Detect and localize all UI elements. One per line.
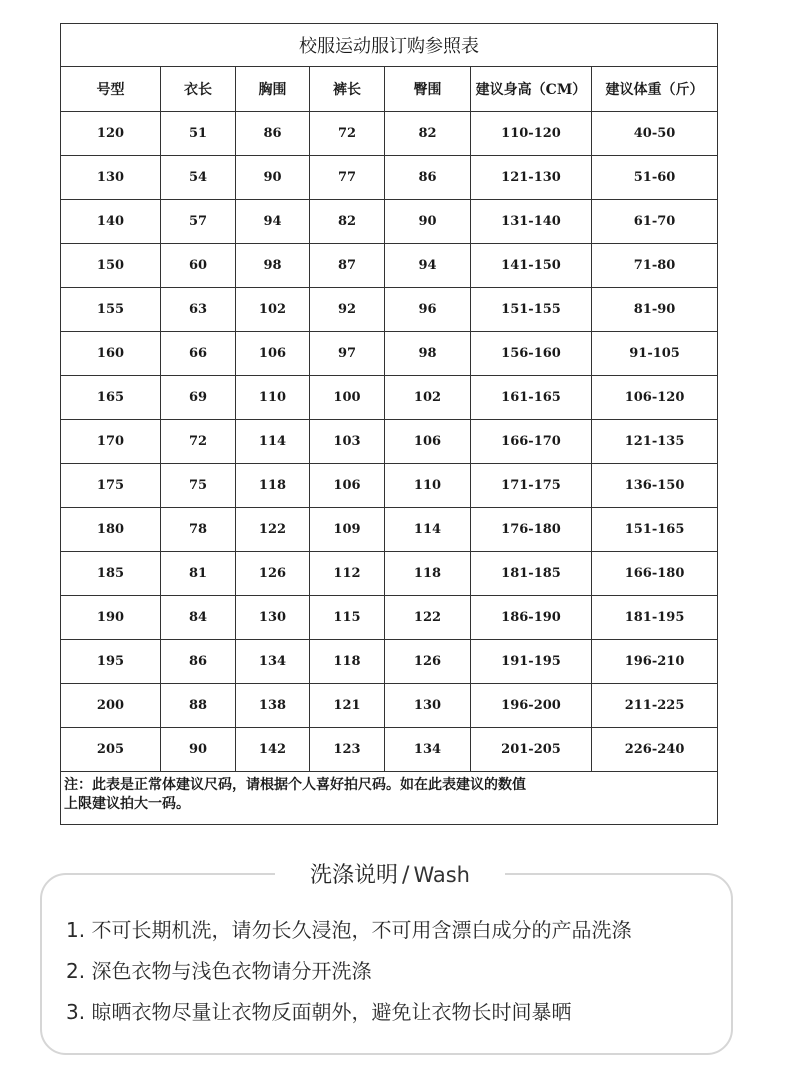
table-cell: 102 xyxy=(236,288,310,332)
table-row xyxy=(61,640,718,684)
table-cell: 123 xyxy=(310,728,385,772)
table-row xyxy=(61,244,718,288)
table-cell: 142 xyxy=(236,728,310,772)
table-cell: 98 xyxy=(385,332,471,376)
table-cell: 71-80 xyxy=(592,244,718,288)
table-cell: 90 xyxy=(161,728,236,772)
table-cell: 131-140 xyxy=(471,200,592,244)
table-cell: 151-155 xyxy=(471,288,592,332)
table-cell: 109 xyxy=(310,508,385,552)
table-cell: 130 xyxy=(61,156,161,200)
table-cell: 66 xyxy=(161,332,236,376)
table-cell: 51 xyxy=(161,112,236,156)
table-cell: 77 xyxy=(310,156,385,200)
table-cell: 122 xyxy=(236,508,310,552)
table-cell: 94 xyxy=(236,200,310,244)
table-cell: 166-170 xyxy=(471,420,592,464)
table-cell: 54 xyxy=(161,156,236,200)
table-cell: 69 xyxy=(161,376,236,420)
table-cell: 75 xyxy=(161,464,236,508)
table-row xyxy=(61,288,718,332)
table-cell: 86 xyxy=(236,112,310,156)
table-cell: 57 xyxy=(161,200,236,244)
table-cell: 91-105 xyxy=(592,332,718,376)
table-cell: 196-210 xyxy=(592,640,718,684)
table-cell: 84 xyxy=(161,596,236,640)
table-cell: 114 xyxy=(385,508,471,552)
table-row xyxy=(61,508,718,552)
table-cell: 110-120 xyxy=(471,112,592,156)
table-cell: 110 xyxy=(385,464,471,508)
table-row xyxy=(61,464,718,508)
table-cell: 118 xyxy=(236,464,310,508)
header-weight: 建议体重（斤） xyxy=(592,67,718,112)
table-cell: 78 xyxy=(161,508,236,552)
header-size: 号型 xyxy=(61,67,161,112)
table-cell: 86 xyxy=(161,640,236,684)
table-cell: 120 xyxy=(61,112,161,156)
table-cell: 134 xyxy=(385,728,471,772)
wash-title-cn: 洗涤说明 xyxy=(310,863,399,888)
table-row xyxy=(61,596,718,640)
table-cell: 180 xyxy=(61,508,161,552)
table-cell: 121-135 xyxy=(592,420,718,464)
table-cell: 118 xyxy=(385,552,471,596)
table-cell: 98 xyxy=(236,244,310,288)
header-chest: 胸围 xyxy=(236,67,310,112)
table-cell: 106 xyxy=(385,420,471,464)
table-cell: 175 xyxy=(61,464,161,508)
wash-title-en: Wash xyxy=(413,863,470,887)
size-chart-note xyxy=(61,772,718,825)
header-row xyxy=(61,67,718,112)
table-cell: 51-60 xyxy=(592,156,718,200)
table-cell: 81 xyxy=(161,552,236,596)
table-cell: 82 xyxy=(310,200,385,244)
table-row xyxy=(61,112,718,156)
table-cell: 166-180 xyxy=(592,552,718,596)
table-cell: 106 xyxy=(236,332,310,376)
note-line-2: 上限建议拍大一码。 xyxy=(64,796,190,812)
table-cell: 114 xyxy=(236,420,310,464)
table-cell: 195 xyxy=(61,640,161,684)
wash-title xyxy=(275,858,505,892)
header-height: 建议身高（CM） xyxy=(471,67,592,112)
table-cell: 103 xyxy=(310,420,385,464)
wash-instructions-list xyxy=(66,910,631,1033)
wash-title-slash: / xyxy=(402,863,410,888)
table-cell: 141-150 xyxy=(471,244,592,288)
table-cell: 138 xyxy=(236,684,310,728)
table-cell: 126 xyxy=(385,640,471,684)
table-cell: 176-180 xyxy=(471,508,592,552)
table-cell: 97 xyxy=(310,332,385,376)
table-cell: 161-165 xyxy=(471,376,592,420)
header-hip: 臀围 xyxy=(385,67,471,112)
table-cell: 63 xyxy=(161,288,236,332)
table-cell: 40-50 xyxy=(592,112,718,156)
table-cell: 81-90 xyxy=(592,288,718,332)
table-cell: 185 xyxy=(61,552,161,596)
wash-item-3: 3. 晾晒衣物尽量让衣物反面朝外，避免让衣物长时间暴晒 xyxy=(66,1000,572,1024)
table-cell: 122 xyxy=(385,596,471,640)
table-row xyxy=(61,156,718,200)
table-row xyxy=(61,376,718,420)
table-cell: 88 xyxy=(161,684,236,728)
table-row xyxy=(61,420,718,464)
wash-item-1: 1. 不可长期机洗，请勿长久浸泡，不可用含漂白成分的产品洗涤 xyxy=(66,918,632,942)
table-cell: 155 xyxy=(61,288,161,332)
table-cell: 90 xyxy=(236,156,310,200)
table-row xyxy=(61,728,718,772)
header-pants-length: 裤长 xyxy=(310,67,385,112)
table-cell: 191-195 xyxy=(471,640,592,684)
table-cell: 151-165 xyxy=(592,508,718,552)
table-cell: 150 xyxy=(61,244,161,288)
table-cell: 140 xyxy=(61,200,161,244)
table-cell: 121 xyxy=(310,684,385,728)
table-cell: 102 xyxy=(385,376,471,420)
table-cell: 106-120 xyxy=(592,376,718,420)
size-chart-title: 校服运动服订购参照表 xyxy=(61,24,718,67)
size-chart-body xyxy=(61,112,718,772)
table-row xyxy=(61,552,718,596)
table-cell: 92 xyxy=(310,288,385,332)
table-cell: 136-150 xyxy=(592,464,718,508)
table-cell: 226-240 xyxy=(592,728,718,772)
table-cell: 112 xyxy=(310,552,385,596)
table-cell: 115 xyxy=(310,596,385,640)
table-cell: 130 xyxy=(385,684,471,728)
table-row xyxy=(61,684,718,728)
table-cell: 196-200 xyxy=(471,684,592,728)
table-cell: 134 xyxy=(236,640,310,684)
table-cell: 186-190 xyxy=(471,596,592,640)
table-cell: 181-195 xyxy=(592,596,718,640)
table-cell: 160 xyxy=(61,332,161,376)
table-cell: 156-160 xyxy=(471,332,592,376)
table-cell: 72 xyxy=(161,420,236,464)
table-cell: 211-225 xyxy=(592,684,718,728)
table-cell: 130 xyxy=(236,596,310,640)
table-cell: 170 xyxy=(61,420,161,464)
note-line-1: 注：此表是正常体建议尺码，请根据个人喜好拍尺码。如在此表建议的数值 xyxy=(64,777,526,793)
table-cell: 82 xyxy=(385,112,471,156)
table-cell: 72 xyxy=(310,112,385,156)
table-cell: 165 xyxy=(61,376,161,420)
table-cell: 87 xyxy=(310,244,385,288)
size-chart-table xyxy=(60,23,718,825)
table-cell: 201-205 xyxy=(471,728,592,772)
header-length: 衣长 xyxy=(161,67,236,112)
table-cell: 61-70 xyxy=(592,200,718,244)
table-cell: 190 xyxy=(61,596,161,640)
table-cell: 90 xyxy=(385,200,471,244)
table-cell: 126 xyxy=(236,552,310,596)
table-cell: 60 xyxy=(161,244,236,288)
table-cell: 86 xyxy=(385,156,471,200)
table-row xyxy=(61,332,718,376)
table-cell: 96 xyxy=(385,288,471,332)
table-cell: 200 xyxy=(61,684,161,728)
table-cell: 100 xyxy=(310,376,385,420)
table-cell: 205 xyxy=(61,728,161,772)
table-cell: 171-175 xyxy=(471,464,592,508)
table-cell: 181-185 xyxy=(471,552,592,596)
table-cell: 106 xyxy=(310,464,385,508)
wash-item-2: 2. 深色衣物与浅色衣物请分开洗涤 xyxy=(66,959,372,983)
table-cell: 110 xyxy=(236,376,310,420)
table-cell: 94 xyxy=(385,244,471,288)
table-cell: 121-130 xyxy=(471,156,592,200)
table-row xyxy=(61,200,718,244)
table-cell: 118 xyxy=(310,640,385,684)
